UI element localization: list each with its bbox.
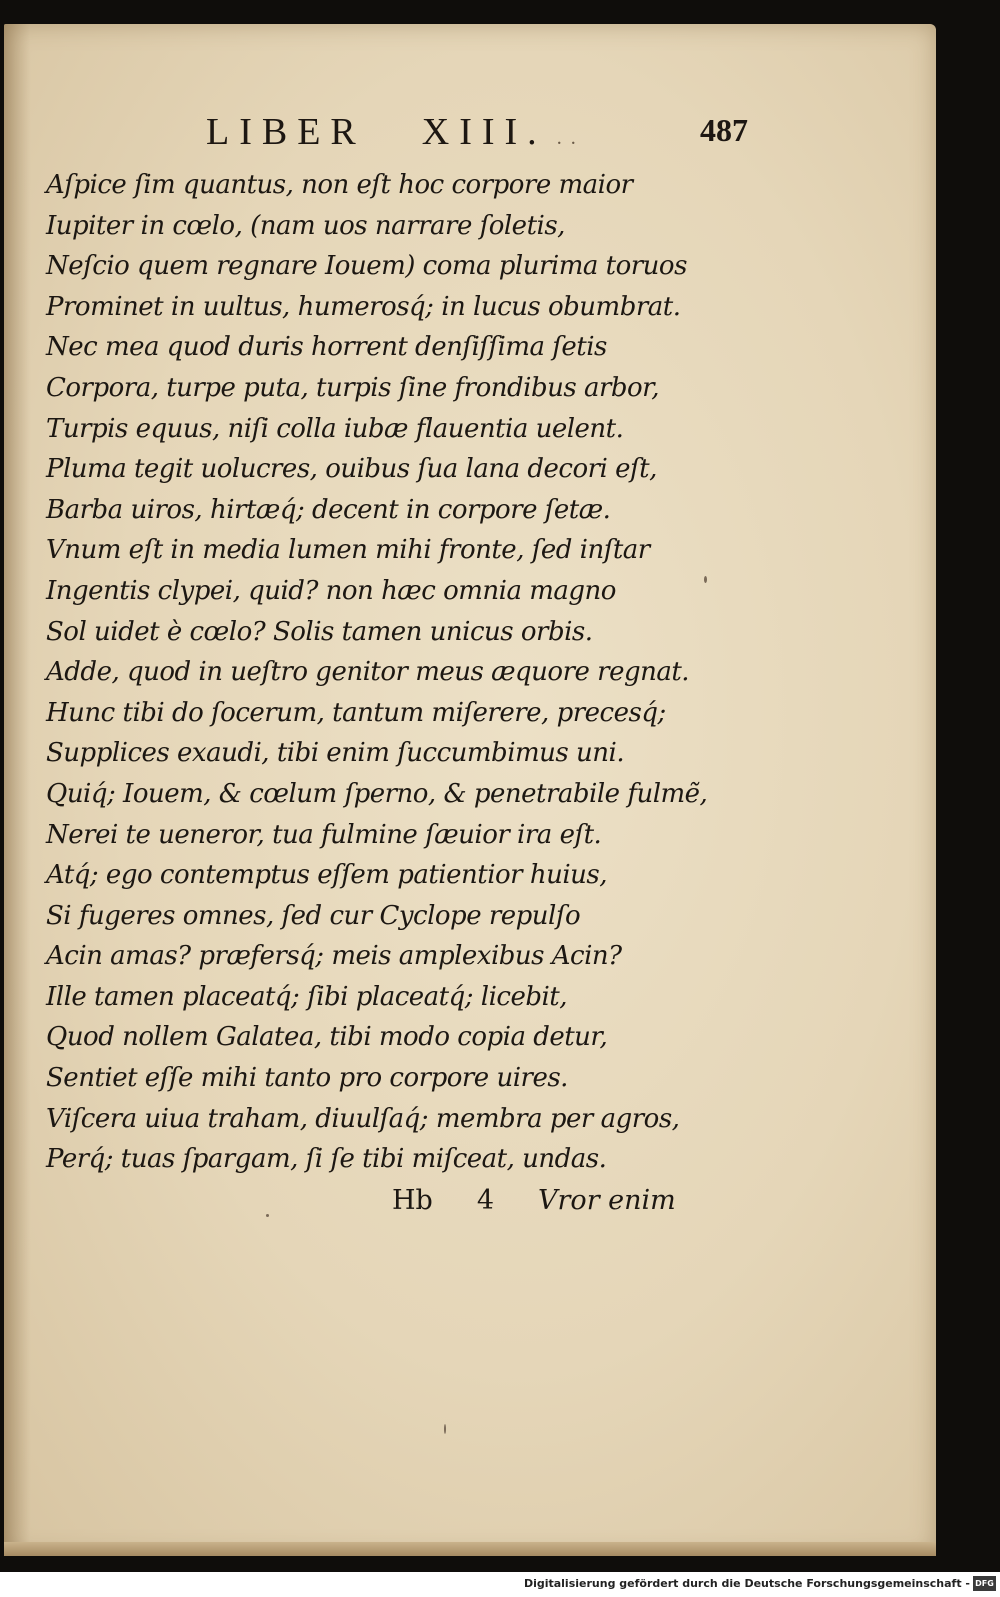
running-title: LIBER [206,111,366,153]
verse-line: Corpora, turpe puta, turpis ſine frondibus arbor, [46,372,660,403]
verse-line: Pluma tegit uolucres, ouibus ſua lana decori eſt, [46,454,657,485]
running-head [206,110,578,154]
verse-text [46,165,706,1180]
footer-bar [0,1572,1000,1597]
folio-number: 487 [700,112,748,148]
signature-mark: Hb [392,1185,433,1216]
verse-line: Quiq́; Iouem, & cœlum ſperno, & penetrabile fulmẽ, [46,778,708,809]
verse-line: Si fugeres omnes, ſed cur Cyclope repulſo [46,900,581,931]
book-number: XIII. [421,111,547,153]
verse-line: Ingentis clypei, quid? non hæc omnia magno [46,575,616,606]
paper-speck [266,1214,269,1217]
verse-line: Atq́; ego contemptus eſſem patientior huius, [46,860,608,891]
verse-line: Aſpice ſim quantus, non eſt hoc corpore maior [46,170,633,200]
verse-line: Nerei te ueneror, tua fulmine ſæuior ira eſt. [46,819,602,850]
verse-line: Neſcio quem regnare Iouem) coma plurima toruos [46,251,687,282]
verse-line: Hunc tibi do ſocerum, tantum miſerere, precesq́; [46,697,666,728]
dfg-logo-icon: DFG [973,1576,996,1591]
verse-line: Supplices exaudi, tibi enim ſuccumbimus uni. [46,738,625,769]
verse-line: Ille tamen placeatq́; ſibi placeatq́; licebit, [46,981,568,1012]
verse-line: Iupiter in cœlo, (nam uos narrare ſoletis, [46,210,565,241]
verse-line: Turpis equus, niſi colla iubæ flauentia uelent. [46,413,624,444]
verse-line: Perq́; tuas ſpargam, ſi ſe tibi miſceat, undas. [46,1144,607,1175]
catchword: Vror enim [538,1185,676,1216]
catchline [392,1185,676,1216]
verse-line: Quod nollem Galatea, tibi modo copia detur, [46,1022,608,1053]
verse-line: Adde, quod in ueſtro genitor meus æquore regnat. [46,657,690,688]
signature-number: 4 [476,1185,495,1216]
verse-line: Viſcera uiua traham, diuulſaq́; membra per agros, [46,1103,680,1134]
verse-line: Barba uiros, hirtæq́; decent in corpore ſetæ. [46,494,611,525]
verse-line: Sol uidet è cœlo? Solis tamen unicus orbis. [46,616,593,647]
verse-line: Nec mea quod duris horrent denſiſſima ſetis [46,332,607,363]
verse-line: Prominet in uultus, humerosq́; in lucus obumbrat. [46,291,681,322]
verse-line: Sentiet eſſe mihi tanto pro corpore uires. [46,1063,568,1094]
paper-speck [444,1424,446,1434]
page-bottom-edge [4,1542,936,1556]
verse-line: Vnum eſt in media lumen mihi fronte, ſed inſtar [46,535,650,566]
ink-dots: . . [556,127,578,149]
funding-credit: Digitalisierung gefördert durch die Deutsche Forschungsgemeinschaft - [523,1577,970,1590]
verse-line: Acin amas? præfersq́; meis amplexibus Acin? [46,941,622,972]
